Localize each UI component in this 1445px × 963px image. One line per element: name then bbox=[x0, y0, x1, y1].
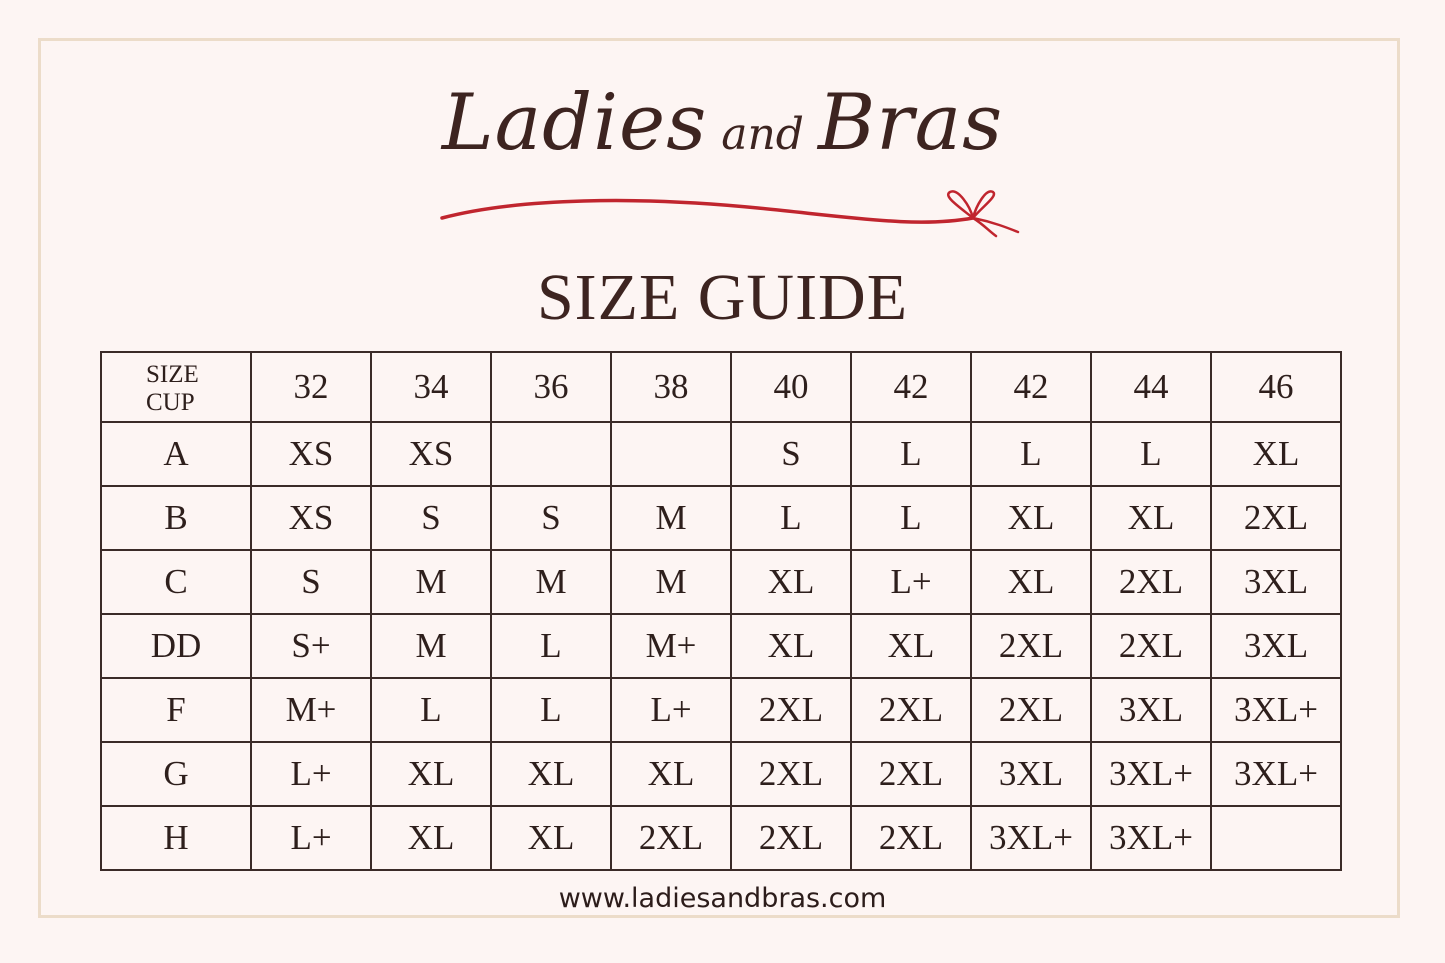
band-size-header: 40 bbox=[731, 352, 851, 422]
size-cell: XL bbox=[731, 614, 851, 678]
band-size-header: 44 bbox=[1091, 352, 1211, 422]
size-cell: 2XL bbox=[731, 806, 851, 870]
size-cell: 3XL bbox=[1091, 678, 1211, 742]
size-cell: XL bbox=[1091, 486, 1211, 550]
size-cell bbox=[1211, 806, 1341, 870]
size-cell: M+ bbox=[611, 614, 731, 678]
size-cell: L bbox=[1091, 422, 1211, 486]
ribbon-bow-icon bbox=[438, 188, 1028, 240]
size-cell: 3XL+ bbox=[1211, 678, 1341, 742]
size-cell: M+ bbox=[251, 678, 371, 742]
size-cell: 2XL bbox=[611, 806, 731, 870]
cup-label: C bbox=[101, 550, 251, 614]
size-cell: S+ bbox=[251, 614, 371, 678]
size-cell: M bbox=[611, 486, 731, 550]
size-cell: XL bbox=[851, 614, 971, 678]
size-cell: 2XL bbox=[971, 614, 1091, 678]
band-size-header: 38 bbox=[611, 352, 731, 422]
website-url: www.ladiesandbras.com bbox=[558, 883, 887, 914]
table-row bbox=[101, 486, 1341, 550]
size-cell: L+ bbox=[851, 550, 971, 614]
size-cell: S bbox=[491, 486, 611, 550]
band-size-header: 42 bbox=[851, 352, 971, 422]
table-header-row bbox=[101, 352, 1341, 422]
size-cell: L bbox=[491, 678, 611, 742]
size-cell: S bbox=[371, 486, 491, 550]
size-cell: L+ bbox=[251, 806, 371, 870]
size-cell: M bbox=[371, 550, 491, 614]
size-cell: XS bbox=[251, 486, 371, 550]
size-cell: 2XL bbox=[851, 742, 971, 806]
corner-size-label: SIZE bbox=[146, 361, 199, 388]
size-cell: 2XL bbox=[1091, 550, 1211, 614]
table-row bbox=[101, 678, 1341, 742]
band-size-header: 34 bbox=[371, 352, 491, 422]
cup-label: DD bbox=[101, 614, 251, 678]
cup-label: A bbox=[101, 422, 251, 486]
size-cell: L bbox=[851, 422, 971, 486]
size-cell bbox=[611, 422, 731, 486]
cup-label: H bbox=[101, 806, 251, 870]
size-cell: 2XL bbox=[1211, 486, 1341, 550]
table-row bbox=[101, 550, 1341, 614]
size-cell: L bbox=[971, 422, 1091, 486]
band-size-header: 42 bbox=[971, 352, 1091, 422]
size-cell: XL bbox=[491, 806, 611, 870]
brand-logo bbox=[0, 78, 1445, 188]
corner-cup-label: CUP bbox=[146, 389, 195, 416]
size-cell: XL bbox=[611, 742, 731, 806]
size-cell: XL bbox=[491, 742, 611, 806]
brand-word-bras: Bras bbox=[817, 78, 1004, 168]
table-row bbox=[101, 806, 1341, 870]
size-cell: XL bbox=[1211, 422, 1341, 486]
size-cell: M bbox=[371, 614, 491, 678]
band-size-header: 46 bbox=[1211, 352, 1341, 422]
size-cell: L bbox=[731, 486, 851, 550]
page-title: SIZE GUIDE bbox=[536, 261, 909, 334]
band-size-header: 32 bbox=[251, 352, 371, 422]
size-cell: 3XL bbox=[1211, 614, 1341, 678]
size-cell: XL bbox=[371, 742, 491, 806]
brand-word-and: and bbox=[721, 109, 804, 160]
size-cell: L+ bbox=[251, 742, 371, 806]
size-cell: XL bbox=[731, 550, 851, 614]
size-cell: 2XL bbox=[971, 678, 1091, 742]
size-cell: 2XL bbox=[731, 678, 851, 742]
size-cell: 3XL+ bbox=[1091, 742, 1211, 806]
size-cell: XL bbox=[971, 550, 1091, 614]
table-row bbox=[101, 422, 1341, 486]
size-cell bbox=[491, 422, 611, 486]
table-row bbox=[101, 614, 1341, 678]
size-cell: S bbox=[251, 550, 371, 614]
size-cell: XL bbox=[371, 806, 491, 870]
size-cell: 2XL bbox=[731, 742, 851, 806]
brand-word-ladies: Ladies bbox=[441, 78, 708, 168]
corner-header-cell bbox=[101, 352, 251, 422]
cup-label: B bbox=[101, 486, 251, 550]
size-cell: 3XL+ bbox=[1091, 806, 1211, 870]
table-row bbox=[101, 742, 1341, 806]
size-table bbox=[100, 351, 1342, 871]
size-cell: XS bbox=[371, 422, 491, 486]
size-cell: L+ bbox=[611, 678, 731, 742]
size-cell: 2XL bbox=[851, 806, 971, 870]
size-cell: 2XL bbox=[851, 678, 971, 742]
size-cell: L bbox=[371, 678, 491, 742]
size-cell: 3XL+ bbox=[971, 806, 1091, 870]
size-cell: 3XL bbox=[971, 742, 1091, 806]
size-cell: XL bbox=[971, 486, 1091, 550]
size-cell: 2XL bbox=[1091, 614, 1211, 678]
size-cell: L bbox=[491, 614, 611, 678]
size-cell: 3XL+ bbox=[1211, 742, 1341, 806]
cup-label: G bbox=[101, 742, 251, 806]
size-cell: XS bbox=[251, 422, 371, 486]
size-cell: S bbox=[731, 422, 851, 486]
cup-label: F bbox=[101, 678, 251, 742]
size-cell: 3XL bbox=[1211, 550, 1341, 614]
size-cell: M bbox=[611, 550, 731, 614]
size-cell: M bbox=[491, 550, 611, 614]
size-cell: L bbox=[851, 486, 971, 550]
band-size-header: 36 bbox=[491, 352, 611, 422]
